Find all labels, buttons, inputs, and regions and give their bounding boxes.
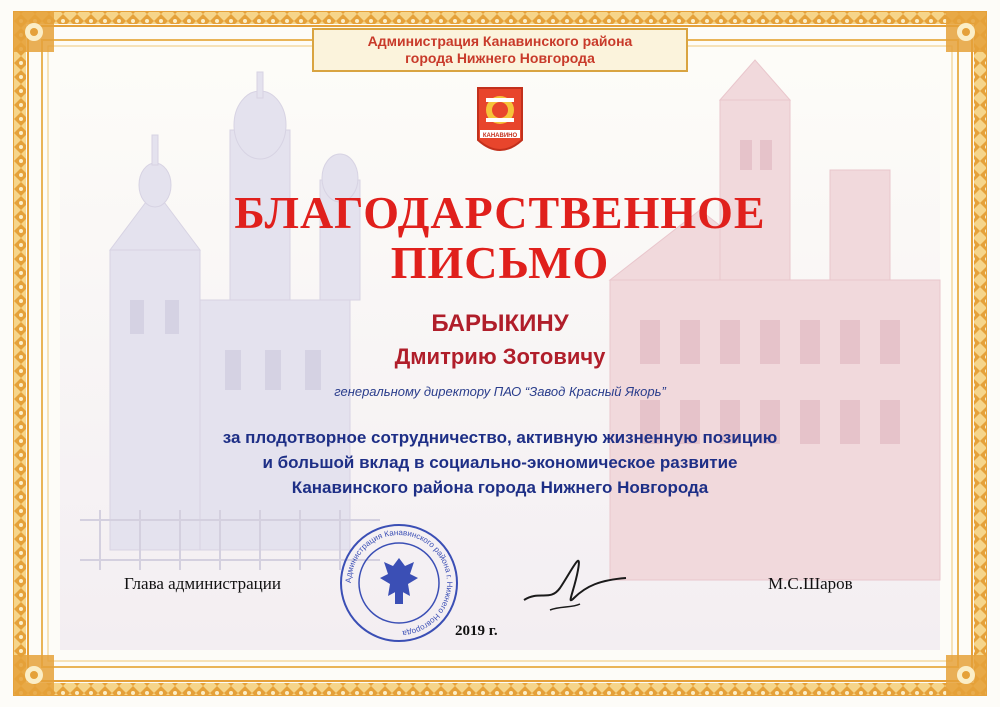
gratitude-reason bbox=[0, 425, 1000, 500]
reason-line-3: Канавинского района города Нижнего Новгорода bbox=[291, 478, 709, 497]
document-title-line-1: БЛАГОДАРСТВЕННОЕ bbox=[234, 187, 766, 238]
recipient-surname: БАРЫКИНУ bbox=[431, 310, 569, 337]
recipient-position: генеральному директору ПАО “Завод Красный Якорь” bbox=[334, 384, 666, 399]
reason-line-2: и большой вклад в социально-экономическое развитие bbox=[262, 453, 738, 472]
reason-line-1: за плодотворное сотрудничество, активную жизненную позицию bbox=[222, 428, 778, 447]
signatory-role: Глава администрации bbox=[124, 574, 281, 593]
official-stamp bbox=[338, 522, 460, 644]
double-headed-eagle-icon bbox=[380, 558, 418, 604]
handwritten-signature bbox=[520, 540, 630, 620]
issuer-header bbox=[312, 28, 688, 72]
issuer-line-2: города Нижнего Новгорода bbox=[405, 50, 595, 66]
stamp-text: Администрация Канавинского района г. Нижнего Новгорода bbox=[343, 527, 455, 638]
issuer-line-1: Администрация Канавинского района bbox=[367, 33, 633, 49]
recipient-names: Дмитрию Зотовичу bbox=[394, 344, 606, 369]
issue-year: 2019 г. bbox=[455, 623, 498, 639]
emblem-label: КАНАВИНО bbox=[482, 133, 518, 139]
district-emblem-icon bbox=[458, 84, 542, 162]
signatory-name: М.С.Шаров bbox=[768, 574, 853, 593]
document-title-line-2: ПИСЬМО bbox=[390, 237, 610, 288]
